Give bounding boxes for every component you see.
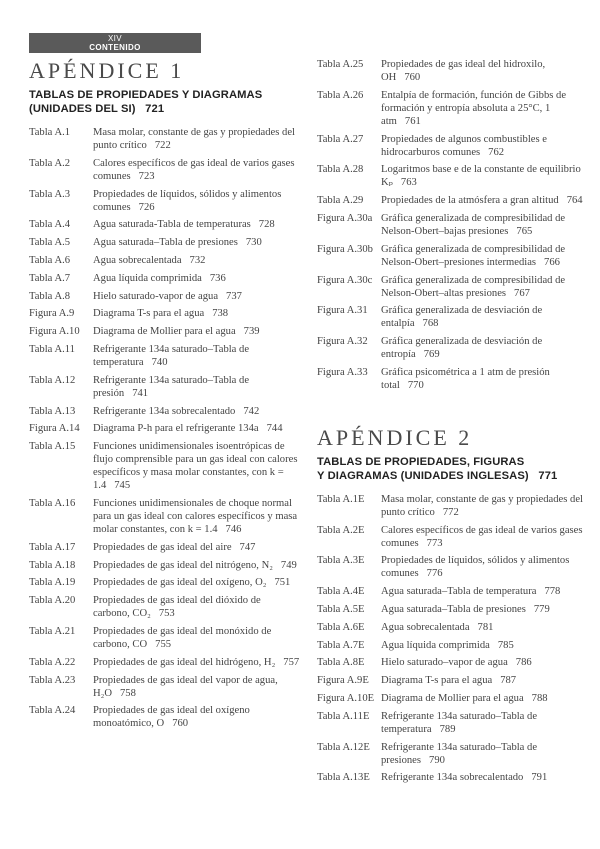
appendix-2-page: 771 (538, 469, 558, 482)
left-column (29, 58, 304, 735)
toc-entry-title: Gráfica generalizada de desviación de entropía (381, 336, 543, 361)
toc-entry-title: Agua sobrecalentada (381, 621, 470, 633)
toc-entry-text (381, 554, 587, 580)
toc-entry-text (93, 325, 304, 338)
toc-entry-text (381, 133, 587, 159)
toc-entry (29, 188, 304, 214)
toc-entry-title: Propiedades de gas ideal del aire (93, 541, 232, 553)
toc-entry-text (381, 639, 587, 652)
toc-entry (317, 304, 587, 330)
toc-entry-label: Tabla A.7 (29, 272, 71, 284)
toc-entry-label: Tabla A.17 (29, 541, 76, 553)
toc-entry-page: 773 (426, 537, 443, 549)
toc-entry-text (93, 374, 304, 400)
toc-entry-title: Refrigerante 134a saturado–Tabla de temperatura (93, 343, 250, 368)
running-header (29, 33, 201, 53)
toc-entry-page: 730 (245, 237, 262, 249)
toc-entry-label: Tabla A.24 (29, 705, 76, 717)
toc-entry-text (381, 58, 587, 84)
toc-entry-page: 726 (138, 201, 155, 213)
toc-entry-text (93, 594, 304, 620)
toc-entry-text (381, 603, 587, 616)
toc-entry-title: Propiedades de líquidos, sólidos y alimentos comunes (93, 188, 282, 213)
toc-entry (29, 422, 304, 435)
toc-entry-text (381, 163, 587, 189)
toc-entry-title: Calores específicos de gas ideal de varios gases comunes (381, 524, 583, 549)
appendix-2-list (317, 493, 587, 785)
toc-entry (317, 710, 587, 736)
toc-entry (29, 157, 304, 183)
toc-entry (29, 576, 304, 589)
toc-entry-text (93, 343, 304, 369)
toc-entry (29, 325, 304, 338)
toc-entry-title: Propiedades de gas ideal del dióxido de carbono, CO₂ (93, 595, 261, 620)
toc-entry-title: Agua saturada–Tabla de presiones (93, 237, 238, 249)
toc-entry (29, 218, 304, 231)
toc-entry-text (93, 625, 304, 651)
toc-entry-page: 788 (531, 692, 548, 704)
toc-entry-page: 728 (258, 219, 275, 231)
toc-entry-label: Tabla A.6E (317, 621, 365, 633)
toc-entry-title: Masa molar, constante de gas y propiedades del punto crítico (381, 493, 583, 518)
toc-entry-text (381, 621, 587, 634)
toc-entry-label: Tabla A.29 (317, 195, 364, 207)
toc-entry (29, 440, 304, 492)
toc-entry-page: 765 (516, 225, 533, 237)
toc-entry (317, 639, 587, 652)
toc-entry-page: 722 (154, 140, 171, 151)
toc-entry (29, 272, 304, 285)
toc-entry-text (93, 218, 304, 231)
toc-entry-label: Tabla A.1 (29, 127, 71, 138)
toc-entry (317, 163, 587, 189)
toc-entry (29, 405, 304, 418)
toc-entry-text (381, 89, 587, 128)
toc-entry-label: Tabla A.7E (317, 639, 365, 651)
toc-entry (317, 493, 587, 519)
toc-entry (29, 290, 304, 303)
toc-entry (29, 559, 304, 572)
toc-entry-text (93, 422, 304, 435)
toc-entry-label: Figura A.30b (317, 243, 373, 255)
toc-entry-page: 762 (488, 146, 505, 158)
toc-entry-page: 768 (422, 318, 439, 330)
appendix-1-title: APÉNDICE 1 (29, 58, 185, 83)
toc-entry-title: Propiedades de gas ideal del oxígeno monoatómico, O (93, 705, 250, 730)
toc-entry (29, 126, 304, 152)
toc-entry (29, 254, 304, 267)
toc-entry-label: Tabla A.8 (29, 290, 71, 302)
toc-entry-label: Tabla A.28 (317, 164, 364, 176)
toc-entry-title: Propiedades de gas ideal del hidroxilo, OH (381, 59, 546, 83)
toc-entry (317, 741, 587, 767)
toc-entry (317, 603, 587, 616)
toc-entry-label: Tabla A.3E (317, 555, 365, 567)
toc-entry-title: Gráfica generalizada de compresibilidad de Nelson-Obert–bajas presiones (381, 212, 566, 237)
toc-entry-label: Tabla A.23 (29, 674, 76, 686)
toc-entry-text (381, 692, 587, 705)
toc-entry-text (381, 493, 587, 519)
toc-entry-label: Tabla A.25 (317, 59, 364, 70)
toc-entry-text (381, 674, 587, 687)
toc-entry-label: Tabla A.11E (317, 710, 370, 722)
toc-entry (317, 274, 587, 300)
toc-entry-title: Gráfica generalizada de compresibilidad de Nelson-Obert–altas presiones (381, 274, 566, 299)
toc-entry (317, 771, 587, 784)
toc-entry-label: Tabla A.8E (317, 657, 365, 669)
toc-entry-text (381, 524, 587, 550)
toc-entry (317, 194, 587, 207)
toc-entry-text (381, 243, 587, 269)
toc-entry-label: Tabla A.12 (29, 374, 76, 386)
toc-entry-label: Tabla A.3 (29, 188, 71, 200)
toc-entry-label: Figura A.30a (317, 212, 373, 224)
appendix-1-list (29, 126, 304, 730)
toc-entry-label: Tabla A.4E (317, 586, 365, 598)
toc-entry (29, 236, 304, 249)
toc-entry-page: 737 (226, 290, 242, 302)
toc-entry-page: 789 (439, 723, 456, 735)
toc-entry-title: Agua saturada–Tabla de temperatura (381, 586, 537, 598)
toc-entry-page: 786 (515, 657, 532, 669)
toc-entry-title: Refrigerante 134a saturado–Tabla de presiones (381, 741, 538, 766)
toc-entry-page: 772 (442, 506, 459, 518)
toc-entry-title: Diagrama de Mollier para el agua (381, 692, 524, 704)
toc-entry-title: Hielo saturado-vapor de agua (93, 290, 219, 302)
toc-entry (29, 497, 304, 536)
toc-entry-text (93, 254, 304, 267)
appendix-2-subtitle-line1: TABLAS DE PROPIEDADES, FIGURAS (317, 455, 525, 468)
toc-entry (29, 374, 304, 400)
toc-entry-text (381, 194, 587, 207)
toc-entry (317, 524, 587, 550)
toc-entry-label: Figura A.30c (317, 274, 373, 286)
toc-entry-page: 758 (120, 687, 136, 699)
toc-entry-page: 763 (400, 177, 417, 189)
toc-entry-label: Figura A.9E (317, 675, 369, 687)
toc-entry (317, 335, 587, 361)
toc-entry-page: 761 (404, 115, 421, 127)
toc-entry-text (381, 741, 587, 767)
toc-entry-label: Tabla A.21 (29, 625, 76, 637)
toc-entry-title: Hielo saturado–vapor de agua (381, 657, 508, 669)
toc-entry-text (93, 126, 304, 152)
toc-entry-page: 742 (243, 405, 260, 417)
toc-entry-page: 741 (132, 387, 149, 399)
toc-entry-label: Tabla A.4 (29, 219, 71, 231)
toc-entry-text (381, 585, 587, 598)
toc-entry-title: Propiedades de gas ideal del vapor de agua, H₂O (93, 674, 278, 699)
toc-entry-label: Figura A.9 (29, 308, 75, 320)
toc-entry (317, 674, 587, 687)
toc-entry-title: Masa molar, constante de gas y propiedades del punto crítico (93, 127, 295, 151)
toc-entry (317, 133, 587, 159)
toc-entry-page: 751 (274, 577, 291, 589)
appendix-1-list-continued (317, 58, 587, 392)
toc-entry-label: Tabla A.1E (317, 493, 365, 505)
toc-entry-title: Entalpía de formación, función de Gibbs de formación y entropía absoluta a 25°C, 1 atm (381, 89, 567, 127)
toc-entry-label: Tabla A.26 (317, 89, 364, 101)
toc-entry-page: 753 (158, 608, 175, 620)
toc-entry-text (93, 576, 304, 589)
toc-entry-page: 767 (514, 287, 530, 299)
toc-entry-page: 740 (151, 356, 168, 368)
toc-entry (317, 212, 587, 238)
toc-entry-text (93, 157, 304, 183)
toc-entry-label: Tabla A.2 (29, 157, 71, 169)
appendix-1-page: 721 (145, 103, 165, 115)
toc-entry (29, 625, 304, 651)
toc-entry-label: Tabla A.5E (317, 603, 365, 615)
toc-entry (317, 554, 587, 580)
toc-entry-label: Figura A.10E (317, 692, 375, 704)
toc-entry-text (93, 272, 304, 285)
toc-entry-text (93, 188, 304, 214)
toc-entry-text (93, 656, 304, 669)
toc-entry-page: 749 (280, 559, 297, 571)
toc-entry-label: Figura A.31 (317, 305, 368, 317)
toc-entry-text (93, 290, 304, 303)
toc-entry-page: 732 (189, 254, 206, 266)
toc-entry-label: Tabla A.22 (29, 656, 76, 668)
toc-entry-page: 764 (566, 195, 583, 207)
toc-entry-label: Figura A.33 (317, 366, 368, 378)
toc-entry-title: Calores específicos de gas ideal de varios gases comunes (93, 157, 295, 182)
toc-entry-page: 745 (114, 480, 131, 492)
toc-entry-label: Figura A.32 (317, 336, 368, 348)
toc-entry-text (93, 497, 304, 536)
toc-entry-title: Propiedades de la atmósfera a gran altitud (381, 195, 559, 207)
toc-entry-page: 769 (423, 349, 440, 361)
toc-entry (317, 621, 587, 634)
toc-entry-text (93, 541, 304, 554)
toc-entry-label: Tabla A.2E (317, 524, 365, 536)
toc-entry-label: Tabla A.12E (317, 741, 370, 753)
toc-entry-text (381, 771, 587, 784)
toc-entry-page: 757 (283, 656, 300, 668)
appendix-2-title: APÉNDICE 2 (317, 424, 473, 450)
toc-entry-page: 778 (544, 586, 561, 598)
toc-entry-title: Gráfica psicométrica a 1 atm de presión total (381, 366, 550, 391)
toc-entry-title: Agua líquida comprimida (381, 639, 490, 651)
toc-entry (29, 343, 304, 369)
page-number: XIV (107, 34, 123, 43)
toc-entry-title: Funciones unidimensionales isoentrópicas de flujo comprensible para un gas ideal con calores específicos y masa molar constantes, con k = 1.4 (93, 441, 298, 492)
toc-entry-page: 747 (239, 541, 256, 553)
toc-entry-text (381, 366, 587, 392)
toc-entry (317, 89, 587, 128)
toc-entry-title: Logaritmos base e de la constante de equilibrio Kₚ (381, 164, 581, 189)
toc-entry-page: 781 (477, 621, 494, 633)
toc-entry-title: Propiedades de líquidos, sólidos y alimentos comunes (381, 555, 570, 580)
toc-entry-title: Propiedades de gas ideal del nitrógeno, N₂ (93, 559, 273, 571)
toc-entry-title: Gráfica generalizada de desviación de entalpía (381, 305, 543, 330)
toc-entry-label: Tabla A.15 (29, 441, 76, 453)
toc-entry-text (93, 559, 304, 572)
toc-entry-text (93, 440, 304, 492)
toc-entry-label: Figura A.14 (29, 423, 80, 435)
toc-entry-page: 723 (138, 170, 155, 182)
toc-entry-text (381, 656, 587, 669)
toc-entry-title: Agua sobrecalentada (93, 254, 182, 266)
toc-entry-text (381, 304, 587, 330)
toc-entry-title: Diagrama T-s para el agua (381, 675, 493, 687)
right-column (317, 58, 587, 789)
toc-entry (317, 656, 587, 669)
toc-entry-title: Refrigerante 134a sobrecalentado (93, 405, 236, 417)
toc-entry (317, 366, 587, 392)
toc-entry-title: Propiedades de algunos combustibles e hidrocarburos comunes (381, 133, 547, 158)
toc-entry-page: 755 (155, 638, 172, 650)
toc-entry-page: 766 (544, 256, 560, 268)
toc-entry-title: Diagrama P-h para el refrigerante 134a (93, 423, 259, 435)
appendix-1-subtitle-line1: TABLAS DE PROPIEDADES Y DIAGRAMAS (29, 89, 263, 101)
toc-entry-page: 738 (212, 308, 229, 320)
toc-entry-page: 787 (500, 675, 517, 687)
toc-entry-page: 760 (404, 72, 421, 83)
toc-entry-label: Tabla A.20 (29, 595, 76, 607)
toc-entry-page: 785 (497, 639, 514, 651)
toc-entry-title: Propiedades de gas ideal del monóxido de carbono, CO (93, 625, 272, 650)
toc-entry-page: 746 (225, 523, 242, 535)
toc-entry (29, 656, 304, 669)
toc-entry-label: Tabla A.11 (29, 343, 75, 355)
toc-entry-page: 791 (531, 772, 548, 784)
toc-entry-label: Tabla A.18 (29, 559, 76, 571)
appendix-1-subtitle-line2: (UNIDADES DEL SI) (29, 103, 136, 115)
toc-entry-title: Refrigerante 134a saturado–Tabla de presión (93, 374, 250, 399)
toc-entry-page: 744 (266, 423, 283, 435)
toc-entry-text (381, 274, 587, 300)
toc-entry-page: 760 (172, 718, 189, 730)
toc-entry-title: Refrigerante 134a saturado–Tabla de temperatura (381, 710, 538, 735)
toc-entry (29, 307, 304, 320)
toc-entry-text (381, 212, 587, 238)
toc-entry-label: Tabla A.27 (317, 133, 364, 145)
toc-entry-label: Tabla A.13E (317, 772, 370, 784)
toc-entry-title: Agua saturada-Tabla de temperaturas (93, 219, 251, 231)
toc-entry-title: Agua líquida comprimida (93, 272, 202, 284)
toc-entry-title: Diagrama T-s para el agua (93, 308, 205, 320)
toc-entry (317, 585, 587, 598)
appendix-2-subtitle-line2: Y DIAGRAMAS (UNIDADES INGLESAS) (317, 469, 529, 482)
toc-entry-title: Diagrama de Mollier para el agua (93, 326, 236, 338)
toc-entry-label: Tabla A.5 (29, 237, 71, 249)
toc-entry-page: 736 (209, 272, 226, 284)
toc-entry-text (93, 307, 304, 320)
toc-entry (317, 692, 587, 705)
toc-entry (29, 594, 304, 620)
toc-entry-title: Funciones unidimensionales de choque normal para un gas ideal con calores específicos y masa molar constantes, con k = 1.4 (93, 497, 298, 535)
toc-entry (29, 704, 304, 730)
toc-entry-title: Agua saturada–Tabla de presiones (381, 603, 526, 615)
toc-entry-title: Gráfica generalizada de compresibilidad de Nelson-Obert–presiones intermedias (381, 243, 566, 268)
toc-entry-label: Tabla A.16 (29, 497, 76, 509)
toc-entry-label: Tabla A.13 (29, 405, 76, 417)
toc-entry-page: 739 (243, 326, 260, 338)
toc-entry-title: Propiedades de gas ideal del hidrógeno, H₂ (93, 656, 276, 668)
toc-entry-text (381, 335, 587, 361)
appendix-1-subtitle (29, 88, 304, 116)
toc-entry-label: Figura A.10 (29, 326, 80, 338)
toc-entry-page: 776 (426, 568, 443, 580)
toc-entry-title: Propiedades de gas ideal del oxígeno, O₂ (93, 577, 267, 589)
toc-entry-label: Tabla A.6 (29, 254, 71, 266)
toc-entry (317, 58, 587, 84)
toc-entry-title: Refrigerante 134a sobrecalentado (381, 772, 524, 784)
toc-entry-page: 770 (407, 379, 424, 391)
toc-entry-label: Tabla A.19 (29, 577, 76, 589)
toc-entry-text (93, 236, 304, 249)
appendix-2-subtitle (317, 455, 587, 483)
toc-entry-text (381, 710, 587, 736)
toc-entry-text (93, 674, 304, 700)
toc-entry-text (93, 704, 304, 730)
toc-entry (29, 674, 304, 700)
section-title: CONTENIDO (89, 43, 141, 52)
toc-entry-page: 779 (533, 603, 550, 615)
toc-entry-page: 790 (429, 754, 445, 766)
toc-entry (29, 541, 304, 554)
toc-entry-text (93, 405, 304, 418)
toc-entry (317, 243, 587, 269)
